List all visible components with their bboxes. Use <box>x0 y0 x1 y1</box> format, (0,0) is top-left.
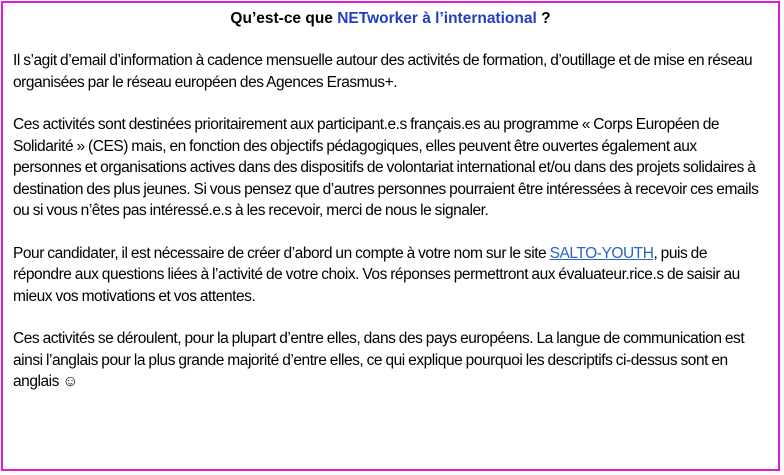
paragraph-apply <box>13 243 768 308</box>
title-suffix: ? <box>536 10 551 27</box>
paragraph-intro: Il s’agit d’email d’information à cadence mensuelle autour des activités de formation, d’outillage et de mise en réseau organisées par le réseau européen des Agences Erasmus+. <box>13 52 753 91</box>
title-prefix: Qu’est-ce que <box>230 10 338 27</box>
info-box <box>1 1 780 471</box>
paragraph-language: Ces activités se déroulent, pour la plupart d’entre elles, dans des pays européens. La langue de communication est ainsi l’anglais pour la plus grande majorité d’entre elles, ce qui explique pourquoi les descriptifs ci-dessus sont en anglais ☺ <box>13 330 745 390</box>
paragraph-audience: Ces activités sont destinées prioritairement aux participant.e.s français.es au programme « Corps Européen de Solidarité » (CES) mais, en fonction des objectifs pédagogiques, elles peuvent être ouvertes également aux personnes et organisations actives dans des dispositifs de volontariat international et/ou dans des projets solidaires à destination des plus jeunes. Si vous pensez que d’autres personnes pourraient être intéressées à recevoir ces emails ou si vous n’êtes pas intéressé.e.s à les recevoir, merci de nous le signaler. <box>13 116 759 219</box>
apply-text-after: , puis de répondre aux questions liées à l’activité de votre choix. Vos réponses permettront aux évaluateur.rice.s de saisir au mieux vos motivations et vos attentes. <box>13 244 740 305</box>
salto-youth-link[interactable]: SALTO-YOUTH <box>549 244 654 262</box>
title-brand: NETworker à l’international <box>337 10 537 27</box>
page-title <box>13 9 768 29</box>
apply-text-before: Pour candidater, il est nécessaire de créer d’abord un compte à votre nom sur le site <box>13 244 550 262</box>
